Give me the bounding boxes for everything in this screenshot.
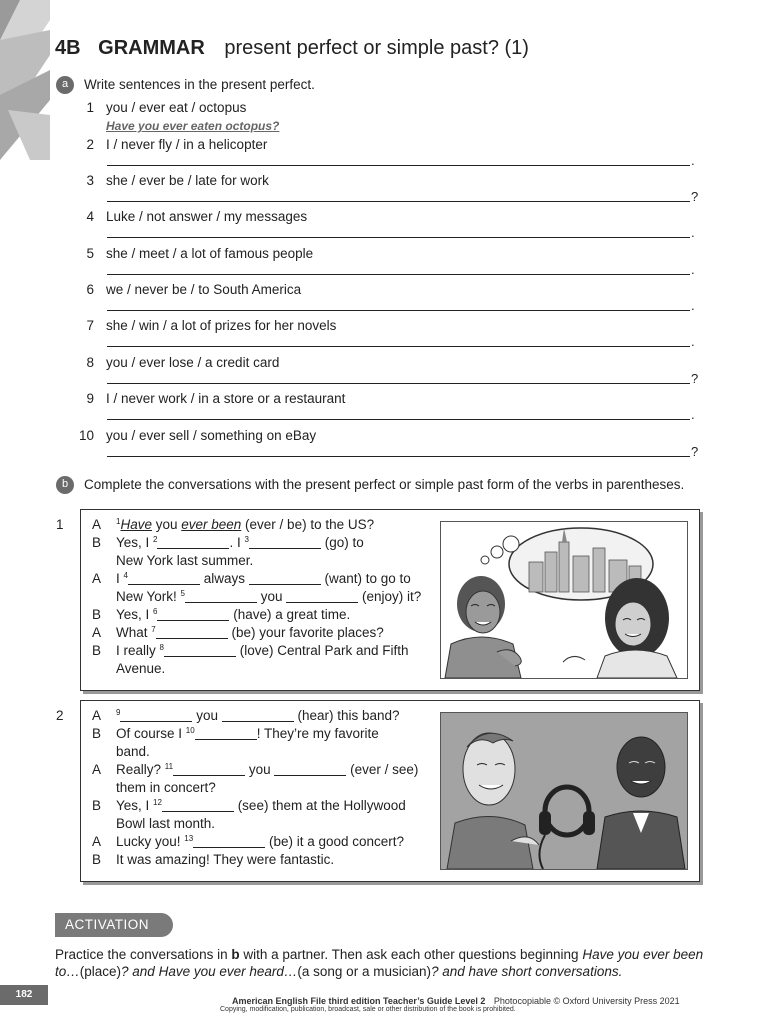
item-prompt: you / ever lose / a credit card <box>106 355 280 370</box>
dialogue-line <box>92 762 432 780</box>
dialogue-text <box>116 708 400 723</box>
text-run: (be) your favorite places? <box>227 625 384 640</box>
text-run: (a song or a musician) <box>297 964 431 979</box>
blank-number: 6 <box>153 607 158 616</box>
answer-blank[interactable] <box>128 571 200 585</box>
dialogue-text <box>116 834 404 849</box>
exercise-item <box>70 282 710 312</box>
dialogue-line <box>92 589 432 607</box>
end-punctuation: . <box>691 153 695 168</box>
part-a-instruction: Write sentences in the present perfect. <box>84 77 315 92</box>
end-punctuation: . <box>691 262 695 277</box>
answer-blank[interactable] <box>249 571 321 585</box>
answer-blank[interactable] <box>185 589 257 603</box>
blank-number: 1 <box>116 517 121 526</box>
exercise-item <box>70 318 710 348</box>
dialogue-line <box>92 798 432 816</box>
answer-line[interactable] <box>107 310 690 311</box>
text-run: Lucky you! <box>116 834 185 849</box>
blank-number: 10 <box>185 726 195 735</box>
text-run: Yes, I <box>116 535 154 550</box>
item-prompt: we / never be / to South America <box>106 282 302 297</box>
blank-number: 7 <box>151 625 156 634</box>
item-number: 2 <box>86 137 94 152</box>
text-run: (hear) this band? <box>293 708 400 723</box>
copyright: Photocopiable © Oxford University Press 2021 <box>493 996 680 1006</box>
blank-number: 12 <box>153 798 162 807</box>
dialogue-text <box>116 798 406 813</box>
unit-code: 4B <box>55 37 81 59</box>
text-run: Of course I <box>116 726 186 741</box>
end-punctuation: . <box>691 407 695 422</box>
answer-line[interactable] <box>107 237 690 238</box>
end-punctuation: . <box>691 225 695 240</box>
dialogue-line <box>92 535 432 553</box>
page-number: 182 <box>0 985 48 1005</box>
exercise-item <box>70 391 710 421</box>
conversation-number: 1 <box>56 517 64 532</box>
blank-number: 5 <box>180 589 185 598</box>
page-title <box>55 37 529 60</box>
text-run: Yes, I <box>116 798 154 813</box>
dialogue-line <box>92 661 432 679</box>
end-punctuation: ? <box>691 444 699 459</box>
speaker-label: B <box>92 726 102 741</box>
text-run: (ever / be) to the US? <box>241 517 375 532</box>
item-number: 8 <box>86 355 94 370</box>
text-run: (ever / see) <box>346 762 419 777</box>
illustration-men-with-headphones-icon <box>440 712 688 870</box>
text-run: Have you ever heard… <box>158 964 298 979</box>
dialogue-text: Bowl last month. <box>116 816 216 831</box>
text-run: ? and <box>121 964 159 979</box>
dialogue-line <box>92 571 432 589</box>
dialogue-line <box>92 553 432 571</box>
answer-blank[interactable] <box>162 798 234 812</box>
text-run: with a partner. Then ask each other questions beginning <box>239 947 583 962</box>
answer-line[interactable] <box>107 201 690 202</box>
dialogue-text <box>116 625 384 640</box>
dialogue-text <box>116 571 411 586</box>
text-run: I really <box>116 643 160 658</box>
answer-blank[interactable] <box>120 708 192 722</box>
answer-blank[interactable] <box>157 535 229 549</box>
dialogue-text: them in concert? <box>116 780 216 795</box>
text-run: always <box>199 571 249 586</box>
conversation-box-2 <box>80 700 700 882</box>
text-run: (place) <box>79 964 122 979</box>
speaker-label: A <box>92 625 102 640</box>
end-punctuation: ? <box>691 189 699 204</box>
activation-text <box>55 946 715 980</box>
end-punctuation: . <box>691 334 695 349</box>
answer-line[interactable] <box>107 419 690 420</box>
dialogue-line <box>92 643 432 661</box>
blank-number: 2 <box>153 535 158 544</box>
answer-blank[interactable] <box>195 726 257 740</box>
item-prompt: she / ever be / late for work <box>106 173 269 188</box>
dialogue-text <box>116 607 350 622</box>
speaker-label: B <box>92 852 102 867</box>
footer-notice: Copying, modification, publication, broadcast, sale or other distribution of the book is prohibited. <box>220 1006 516 1013</box>
dialogue-text <box>116 589 421 604</box>
end-punctuation: . <box>691 298 695 313</box>
item-prompt: she / meet / a lot of famous people <box>106 246 314 261</box>
filled-answer: Have <box>120 517 152 532</box>
text-run: (go) to <box>320 535 364 550</box>
item-number: 6 <box>86 282 94 297</box>
answer-line[interactable] <box>107 456 690 457</box>
speaker-label: A <box>92 834 102 849</box>
text-run: you <box>192 708 222 723</box>
exercise-item <box>70 355 710 385</box>
blank-number: 8 <box>159 643 164 652</box>
dialogue-line <box>92 517 432 535</box>
text-run: ! They’re my favorite <box>256 726 379 741</box>
item-prompt: you / ever sell / something on eBay <box>106 428 317 443</box>
dialogue-line <box>92 834 432 852</box>
item-number: 7 <box>86 318 94 333</box>
dialogue-text <box>116 726 379 741</box>
answer-blank[interactable] <box>173 762 245 776</box>
text-run: What <box>116 625 152 640</box>
text-run: (enjoy) it? <box>358 589 422 604</box>
dialogue-text: band. <box>116 744 150 759</box>
answer-blank[interactable] <box>164 643 236 657</box>
exercise-item <box>70 137 710 167</box>
dialogue-line <box>92 816 432 834</box>
speaker-label: A <box>92 517 102 532</box>
dialogue-text <box>116 517 374 532</box>
example-answer: Have you ever eaten octopus? <box>106 119 280 133</box>
dialogue-line <box>92 607 432 625</box>
speaker-label: B <box>92 607 102 622</box>
speaker-label: B <box>92 535 102 550</box>
illustration-women-thinking-of-new-york-icon <box>440 521 688 679</box>
answer-blank[interactable] <box>222 708 294 722</box>
part-b-instruction: Complete the conversations with the present perfect or simple past form of the verbs in parentheses. <box>84 477 685 492</box>
answer-blank[interactable] <box>156 625 228 639</box>
dialogue-line <box>92 744 432 762</box>
text-run: (have) a great time. <box>229 607 351 622</box>
blank-number: 13 <box>184 834 194 843</box>
dialogue-line <box>92 852 432 870</box>
answer-line[interactable] <box>107 165 690 166</box>
item-number: 9 <box>86 391 94 406</box>
text-run: b <box>231 947 240 962</box>
dialogue-text: Avenue. <box>116 661 166 676</box>
filled-answer: ever been <box>181 517 242 532</box>
speaker-label: A <box>92 762 102 777</box>
speaker-label: B <box>92 643 102 658</box>
answer-blank[interactable] <box>249 535 321 549</box>
speaker-label: A <box>92 708 102 723</box>
speaker-label: A <box>92 571 102 586</box>
footer-credits <box>232 996 680 1006</box>
corner-decoration <box>0 0 50 165</box>
exercise-item <box>70 173 710 203</box>
dialogue-line <box>92 780 432 798</box>
text-run: you <box>245 762 275 777</box>
answer-blank[interactable] <box>157 607 229 621</box>
exercise-item <box>70 100 710 133</box>
text-run: Yes, I <box>116 607 154 622</box>
text-run: I <box>116 571 124 586</box>
item-number: 10 <box>78 428 94 443</box>
blank-number: 3 <box>244 535 249 544</box>
part-b-badge: b <box>56 476 74 494</box>
answer-line[interactable] <box>107 346 690 347</box>
dialogue-line <box>92 708 432 726</box>
answer-blank[interactable] <box>286 589 358 603</box>
exercise-item <box>70 209 710 239</box>
answer-blank[interactable] <box>274 762 346 776</box>
conversation-box-1 <box>80 509 700 691</box>
dialogue-line <box>92 625 432 643</box>
text-run: Have you ever been to… <box>55 947 704 979</box>
subtitle: present perfect or simple past? (1) <box>224 37 529 59</box>
text-run: (love) Central Park and Fifth <box>235 643 409 658</box>
dialogue-line <box>92 726 432 744</box>
part-a-badge: a <box>56 76 74 94</box>
blank-number: 9 <box>116 708 121 717</box>
blank-number: 11 <box>164 762 174 771</box>
section-label: GRAMMAR <box>98 37 205 59</box>
dialogue-text <box>116 762 418 777</box>
item-number: 4 <box>86 209 94 224</box>
answer-line[interactable] <box>107 274 690 275</box>
answer-blank[interactable] <box>193 834 265 848</box>
text-run: . I <box>229 535 245 550</box>
text-run: (be) it a good concert? <box>265 834 405 849</box>
exercise-item <box>70 428 710 458</box>
text-run: Practice the conversations in <box>55 947 232 962</box>
conversation-number: 2 <box>56 708 64 723</box>
book-title: American English File third edition Teacher’s Guide Level 2 <box>232 996 486 1006</box>
dialogue-text <box>116 535 364 550</box>
dialogue-text: New York last summer. <box>116 553 254 568</box>
exercise-item <box>70 246 710 276</box>
end-punctuation: ? <box>691 371 699 386</box>
item-prompt: she / win / a lot of prizes for her novels <box>106 318 337 333</box>
text-run: Really? <box>116 762 165 777</box>
answer-line[interactable] <box>107 383 690 384</box>
blank-number: 4 <box>123 571 128 580</box>
dialogue-text <box>116 643 409 658</box>
text-run: you <box>257 589 287 604</box>
text-run: (see) them at the Hollywood <box>233 798 406 813</box>
text-run: New York! <box>116 589 181 604</box>
item-number: 5 <box>86 246 94 261</box>
item-number: 1 <box>86 100 94 115</box>
activation-label: ACTIVATION <box>55 913 173 937</box>
text-run: ? and have short conversations. <box>430 964 623 979</box>
dialogue-text: It was amazing! They were fantastic. <box>116 852 335 867</box>
item-prompt: I / never work / in a store or a restaurant <box>106 391 346 406</box>
item-prompt: I / never fly / in a helicopter <box>106 137 268 152</box>
speaker-label: B <box>92 798 102 813</box>
text-run: (want) to go to <box>320 571 411 586</box>
item-prompt: you / ever eat / octopus <box>106 100 247 115</box>
text-run: you <box>151 517 182 532</box>
item-prompt: Luke / not answer / my messages <box>106 209 308 224</box>
item-number: 3 <box>86 173 94 188</box>
